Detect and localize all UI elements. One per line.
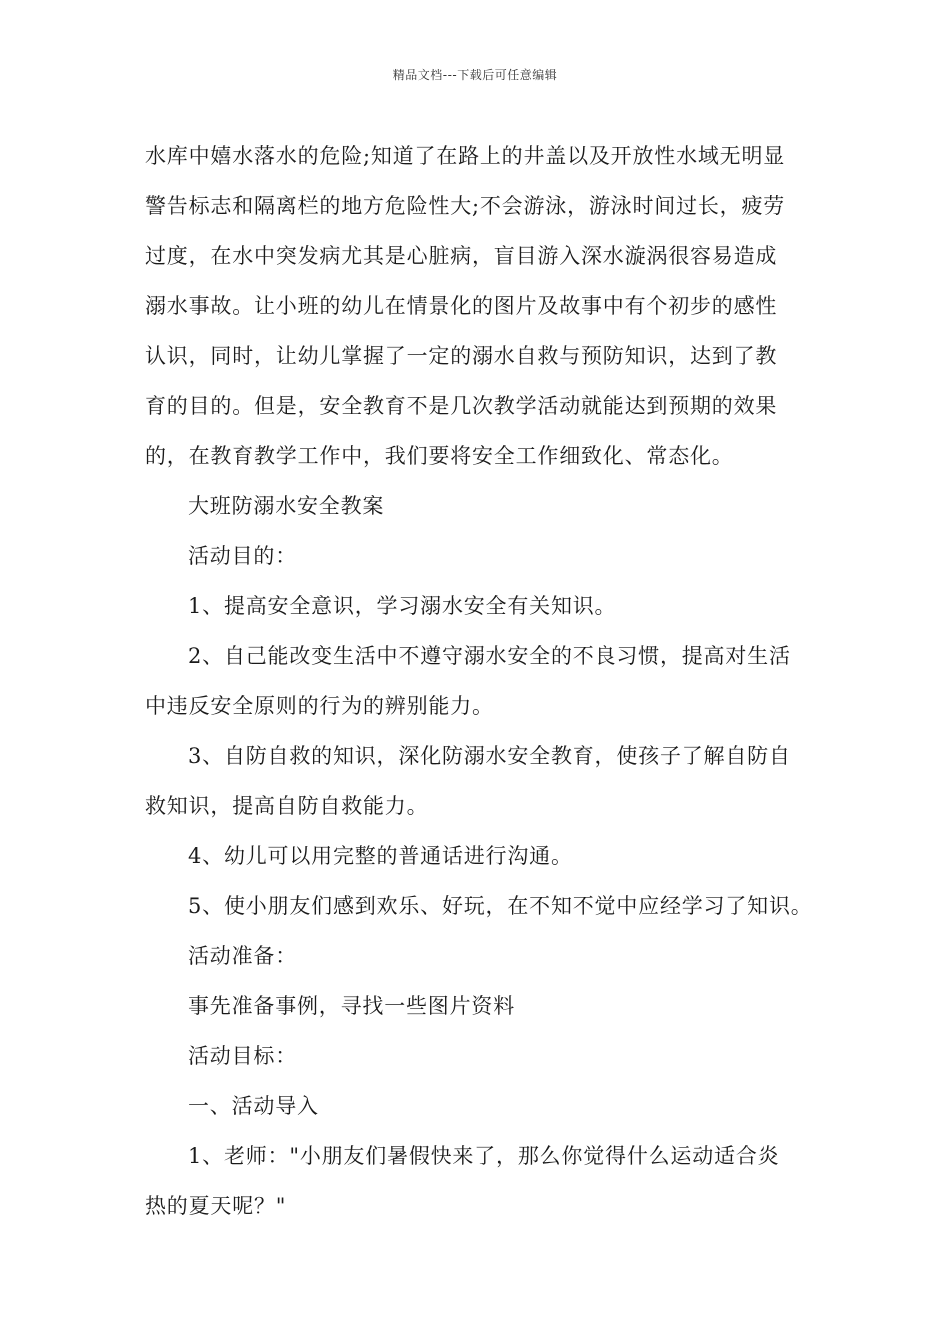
- list-item: 5、使小朋友们感到欢乐、好玩，在不知不觉中应经学习了知识。: [188, 894, 813, 918]
- text-line: 的，在教育教学工作中，我们要将安全工作细致化、常态化。: [145, 444, 734, 468]
- page-header: 精品文档---下载后可任意编辑: [392, 68, 558, 82]
- text-line: 水库中嬉水落水的危险;知道了在路上的井盖以及开放性水域无明显: [145, 144, 786, 168]
- list-item: 2、自己能改变生活中不遵守溺水安全的不良习惯，提高对生活: [188, 644, 791, 668]
- text-line: 育的目的。但是，安全教育不是几次教学活动就能达到预期的效果: [145, 394, 778, 418]
- document-body: [145, 131, 825, 1231]
- section-heading: 活动目标：: [188, 1044, 297, 1068]
- list-item-continuation: 救知识，提高自防自救能力。: [145, 794, 429, 818]
- text-line: 警告标志和隔离栏的地方危险性大;不会游泳，游泳时间过长，疲劳: [145, 194, 786, 218]
- text-line: 认识，同时，让幼儿掌握了一定的溺水自救与预防知识，达到了教: [145, 344, 778, 368]
- text-line: 溺水事故。让小班的幼儿在情景化的图片及故事中有个初步的感性: [145, 294, 778, 318]
- list-item-continuation: 热的夏天呢？": [145, 1194, 287, 1218]
- section-heading: 一、活动导入: [188, 1094, 319, 1118]
- section-heading: 活动准备：: [188, 944, 297, 968]
- list-item: 1、老师："小朋友们暑假快来了，那么你觉得什么运动适合炎: [188, 1144, 780, 1168]
- paragraph: 事先准备事例，寻找一些图片资料: [188, 994, 515, 1018]
- list-item: 3、自防自救的知识，深化防溺水安全教育，使孩子了解自防自: [188, 744, 791, 768]
- section-title: 大班防溺水安全教案: [188, 494, 385, 518]
- list-item-continuation: 中违反安全原则的行为的辨别能力。: [145, 694, 494, 718]
- list-item: 4、幼儿可以用完整的普通话进行沟通。: [188, 844, 573, 868]
- list-item: 1、提高安全意识，学习溺水安全有关知识。: [188, 594, 617, 618]
- text-line: 过度，在水中突发病尤其是心脏病，盲目游入深水漩涡很容易造成: [145, 244, 778, 268]
- section-heading: 活动目的：: [188, 544, 297, 568]
